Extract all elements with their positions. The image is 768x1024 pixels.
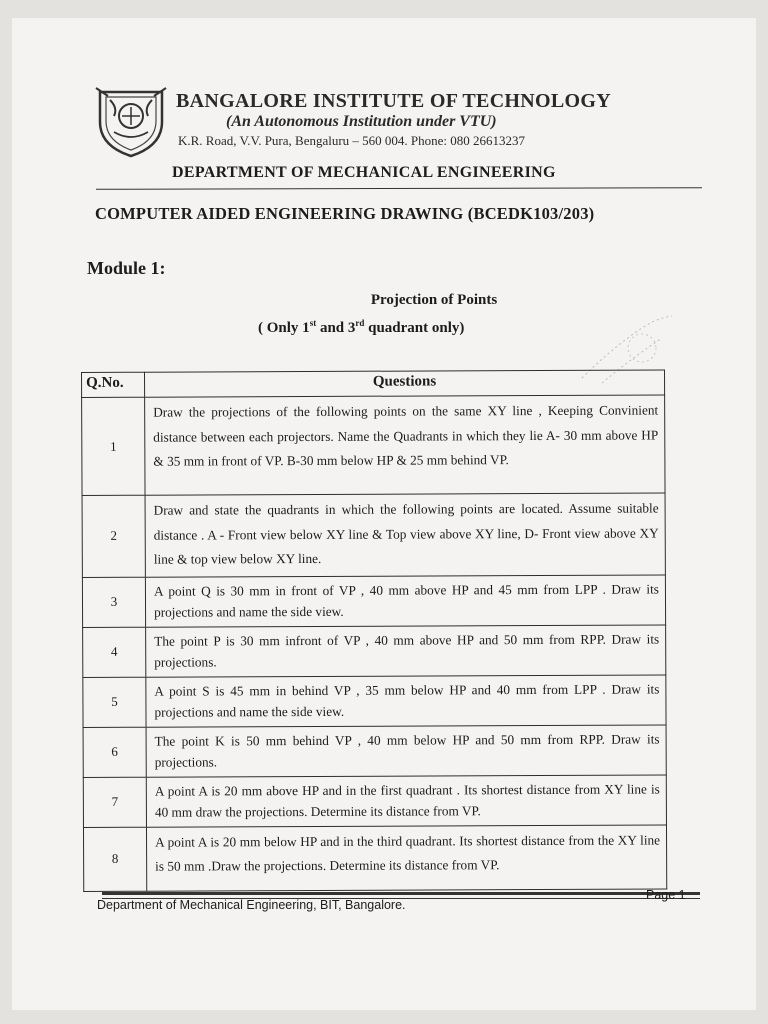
table-row bbox=[82, 574, 665, 627]
question-text: A point S is 45 mm in behind VP , 35 mm below HP and 40 mm from LPP . Draw its projections and name the side view. bbox=[146, 674, 666, 726]
question-text: The point P is 30 mm infront of VP , 40 mm above HP and 50 mm from RPP. Draw its projections. bbox=[146, 624, 666, 676]
questions-column-header: Questions bbox=[145, 370, 665, 397]
course-title: COMPUTER AIDED ENGINEERING DRAWING (BCEDK103/203) bbox=[95, 204, 595, 223]
question-text: The point K is 50 mm behind VP , 40 mm below HP and 50 mm from RPP. Draw its projections. bbox=[146, 724, 666, 776]
subtopic-mid: and 3 bbox=[316, 320, 356, 336]
department-heading: DEPARTMENT OF MECHANICAL ENGINEERING bbox=[172, 164, 556, 181]
question-text: Draw the projections of the following points on the same XY line , Keeping Convinient distance between each projectors. Name the Quadrants in which they lie A- 30 mm above HP & 35 mm in front of VP. B-30 mm below HP & 25 mm behind VP. bbox=[145, 395, 665, 495]
question-text: A point A is 20 mm below HP and in the third quadrant. Its shortest distance from the XY line is 50 mm .Draw the projections. Determine its distance from VP. bbox=[146, 824, 666, 890]
institute-logo-icon bbox=[92, 86, 170, 158]
table-row bbox=[83, 674, 666, 727]
table-row bbox=[83, 624, 666, 677]
institution-address: K.R. Road, V.V. Pura, Bengaluru – 560 004. Phone: 080 26613237 bbox=[178, 133, 526, 148]
header-divider bbox=[96, 187, 702, 190]
footer-divider-thick bbox=[102, 892, 700, 895]
table-header-row bbox=[82, 370, 665, 398]
question-number: 4 bbox=[83, 627, 146, 677]
table-row bbox=[82, 395, 665, 496]
qno-column-header: Q.No. bbox=[82, 372, 145, 397]
table-row bbox=[82, 493, 665, 577]
institution-name: BANGALORE INSTITUTE OF TECHNOLOGY bbox=[176, 90, 611, 112]
table-row bbox=[83, 824, 666, 891]
question-number: 5 bbox=[83, 677, 146, 727]
institution-subtitle: (An Autonomous Institution under VTU) bbox=[226, 113, 497, 130]
question-text: A point Q is 30 mm in front of VP , 40 mm above HP and 45 mm from LPP . Draw its projections and name the side view. bbox=[145, 574, 665, 626]
subtopic-sup2: rd bbox=[355, 318, 365, 328]
table-row bbox=[83, 724, 666, 777]
question-number: 6 bbox=[83, 727, 146, 777]
topic-text: Projection of Points bbox=[370, 292, 498, 308]
question-number: 7 bbox=[83, 777, 146, 827]
footer-department: Department of Mechanical Engineering, BIT, Bangalore. bbox=[97, 898, 406, 912]
subtopic-suffix: quadrant only) bbox=[364, 320, 465, 336]
question-number: 1 bbox=[82, 397, 145, 495]
table-row bbox=[83, 774, 666, 827]
questions-table bbox=[81, 369, 667, 891]
subtopic-sup1: st bbox=[309, 318, 317, 328]
subtopic-prefix: ( Only 1 bbox=[258, 320, 310, 336]
question-number: 8 bbox=[83, 827, 146, 891]
document-page bbox=[12, 18, 756, 1010]
question-text: Draw and state the quadrants in which the following points are located. Assume suitable distance . A - Front view below XY line & Top view above XY line, D- Front view above XY line & top view below XY line. bbox=[145, 493, 665, 577]
subtopic-heading bbox=[258, 318, 464, 337]
question-number: 2 bbox=[82, 495, 145, 577]
question-number: 3 bbox=[82, 577, 145, 627]
module-heading: Module 1: bbox=[87, 258, 166, 278]
topic-heading bbox=[12, 292, 756, 309]
page-number: Page 1 bbox=[646, 888, 686, 902]
question-text: A point A is 20 mm above HP and in the first quadrant . Its shortest distance from XY line is 40 mm draw the projections. Determine its distance from VP. bbox=[146, 774, 666, 826]
